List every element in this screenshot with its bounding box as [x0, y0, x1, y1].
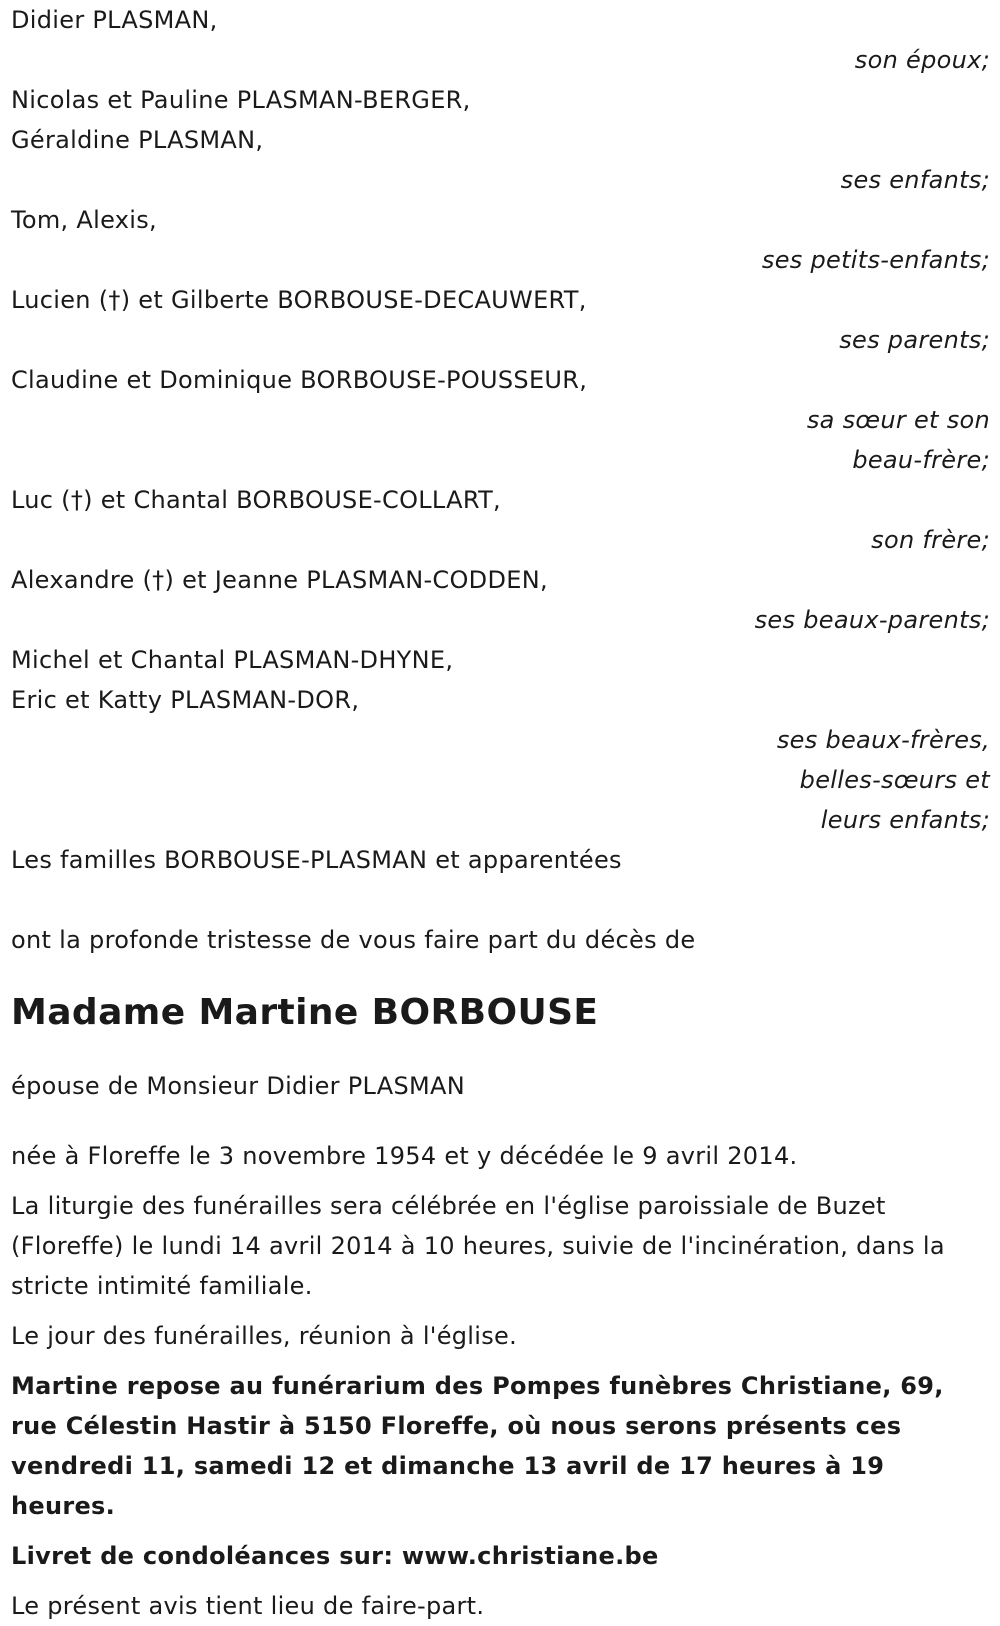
- announcement-text: ont la profonde tristesse de vous faire part du décès de: [11, 926, 696, 954]
- family-group: [11, 0, 990, 80]
- family-member-names: Lucien (†) et Gilberte BORBOUSE-DECAUWERT,: [11, 286, 587, 314]
- family-group: [11, 80, 990, 200]
- family-member-names: Nicolas et Pauline PLASMAN-BERGER,: [11, 86, 471, 114]
- family-relation: sa sœur et son: [806, 406, 990, 434]
- family-relation: belles-sœurs et: [799, 766, 990, 794]
- reunion-line: Le jour des funérailles, réunion à l'église.: [11, 1322, 518, 1350]
- family-relation: ses beaux-frères,: [776, 726, 990, 754]
- family-relation: beau-frère;: [852, 446, 990, 474]
- liturgy-paragraph: La liturgie des funérailles sera célébrée en l'église paroissiale de Buzet (Floreffe) le lundi 14 avril 2014 à 10 heures, suivie de l'incinération, dans la stricte intimité familiale.: [11, 1192, 945, 1300]
- family-group: [11, 560, 990, 640]
- spouse-line: épouse de Monsieur Didier PLASMAN: [11, 1072, 466, 1100]
- family-member-names: Eric et Katty PLASMAN-DOR,: [11, 686, 360, 714]
- family-relation: leurs enfants;: [820, 806, 990, 834]
- family-relation: son époux;: [854, 46, 990, 74]
- family-member-names: Luc (†) et Chantal BORBOUSE-COLLART,: [11, 486, 501, 514]
- spacer: [11, 960, 990, 983]
- family-relation: ses petits-enfants;: [761, 246, 990, 274]
- spacer: [11, 1106, 990, 1136]
- family-relation: ses enfants;: [840, 166, 990, 194]
- families-line: Les familles BORBOUSE-PLASMAN et apparentées: [11, 846, 622, 874]
- deceased-name: Madame Martine BORBOUSE: [11, 992, 599, 1033]
- family-member-names: Alexandre (†) et Jeanne PLASMAN-CODDEN,: [11, 566, 548, 594]
- condolences-line: Livret de condoléances sur: www.christiane.be: [11, 1542, 659, 1570]
- obituary-notice: [11, 0, 990, 1626]
- family-group: [11, 200, 990, 280]
- family-relation: ses beaux-parents;: [754, 606, 990, 634]
- spacer: [11, 880, 990, 920]
- family-member-names: Michel et Chantal PLASMAN-DHYNE,: [11, 646, 454, 674]
- family-member-names: Didier PLASMAN,: [11, 6, 218, 34]
- family-relation: ses parents;: [839, 326, 990, 354]
- closing-line: Le présent avis tient lieu de faire-part.: [11, 1592, 485, 1620]
- family-group: [11, 480, 990, 560]
- family-member-names: Claudine et Dominique BORBOUSE-POUSSEUR,: [11, 366, 588, 394]
- birth-death-line: née à Floreffe le 3 novembre 1954 et y décédée le 9 avril 2014.: [11, 1142, 798, 1170]
- spacer: [11, 1043, 990, 1066]
- family-group: [11, 280, 990, 360]
- family-group: [11, 640, 990, 840]
- family-member-names: Géraldine PLASMAN,: [11, 126, 264, 154]
- family-member-names: Tom, Alexis,: [11, 206, 157, 234]
- family-relation: son frère;: [871, 526, 990, 554]
- family-list: [11, 0, 990, 840]
- funerarium-paragraph: Martine repose au funérarium des Pompes funèbres Christiane, 69, rue Célestin Hastir à 5150 Floreffe, où nous serons présents ces vendredi 11, samedi 12 et dimanche 13 avril de 17 heures à 19 heures.: [11, 1372, 944, 1520]
- family-group: [11, 360, 990, 480]
